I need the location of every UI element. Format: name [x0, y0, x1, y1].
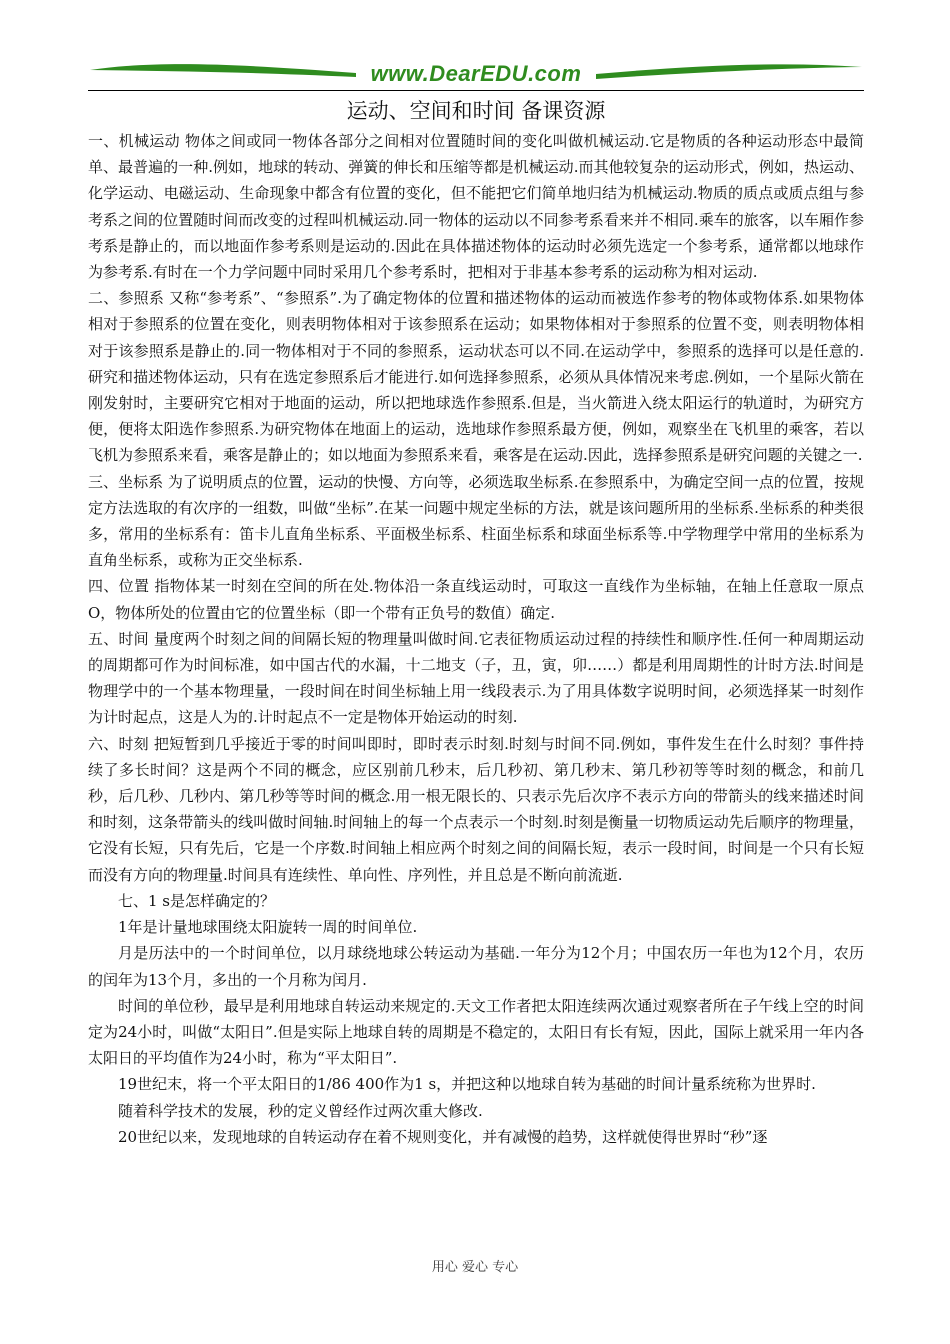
paragraph: 时间的单位秒，最早是利用地球自转运动来规定的.天文工作者把太阳连续两次通过观察者所在子午线上空的时间定为24小时，叫做“太阳日”.但是实际上地球自转的周期是不稳定的，太阳日有长有短，因此，国际上就采用一年内各太阳日的平均值作为24小时，称为“平太阳日”. — [88, 996, 864, 1068]
paragraph: 二、参照系 又称“参考系”、“参照系”.为了确定物体的位置和描述物体的运动而被选作参考的物体或物体系.如果物体相对于参照系的位置在变化，则表明物体相对于该参照系在运动；如果物体相对于参照系的位置不变，则表明物体相对于该参照系是静止的.同一物体相对于不同的参照系，运动状态可以不同.在运动学中，参照系的选择可以是任意的.研究和描述物体运动，只有在选定参照系后才能进行.如何选择参照系，必须从具体情况来考虑.例如，一个星际火箭在刚发射时，主要研究它相对于地面的运动，所以把地球选作参照系.但是，当火箭进入绕太阳运行的轨道时，为研究方便，便将太阳选作参照系.为研究物体在地面上的运动，选地球作参照系最方便，例如，观察坐在飞机里的乘客，若以飞机为参照系来看，乘客是静止的；如以地面为参照系来看，乘客是在运动.因此，选择参照系是研究问题的关键之一. — [88, 289, 864, 465]
paragraph: 四、位置 指物体某一时刻在空间的所在处.物体沿一条直线运动时，可取这一直线作为坐标轴，在轴上任意取一原点O，物体所处的位置由它的位置坐标（即一个带有正负号的数值）确定. — [88, 577, 864, 622]
header-rule — [88, 90, 864, 91]
page-title: 运动、空间和时间 备课资源 — [346, 99, 606, 123]
document-body — [88, 128, 864, 1150]
paragraph: 三、坐标系 为了说明质点的位置，运动的快慢、方向等，必须选取坐标系.在参照系中，为确定空间一点的位置，按规定方法选取的有次序的一组数，叫做“坐标”.在某一问题中规定坐标的方法，就是该问题所用的坐标系.坐标系的种类很多，常用的坐标系有：笛卡儿直角坐标系、平面极坐标系、柱面坐标系和球面坐标系等.中学物理学中常用的坐标系为直角坐标系，或称为正交坐标系. — [88, 472, 864, 570]
paragraph: 一、机械运动 物体之间或同一物体各部分之间相对位置随时间的变化叫做机械运动.它是物质的各种运动形态中最简单、最普遍的一种.例如，地球的转动、弹簧的伸长和压缩等都是机械运动.而其他较复杂的运动形式，例如，热运动、化学运动、电磁运动、生命现象中都含有位置的变化，但不能把它们简单地归结为机械运动.物质的质点或质点组与参考系之间的位置随时间而改变的过程叫机械运动.同一物体的运动以不同参考系看来并不相同.乘车的旅客，以车厢作参考系是静止的，而以地面作参考系则是运动的.因此在具体描述物体的运动时必须先选定一个参考系，通常都以地球作为参考系.有时在一个力学问题中同时采用几个参考系时，把相对于非基本参考系的运动称为相对运动. — [88, 132, 864, 282]
paragraph: 20世纪以来，发现地球的自转运动存在着不规则变化，并有减慢的趋势，这样就使得世界时“秒”逐 — [118, 1127, 768, 1146]
page-footer: 用心 爱心 专心 — [431, 1260, 519, 1275]
paragraph: 月是历法中的一个时间单位，以月球绕地球公转运动为基础.一年分为12个月；中国农历一年也为12个月，农历的闰年为13个月，多出的一个月称为闰月. — [88, 944, 864, 989]
paragraph: 1年是计量地球围绕太阳旋转一周的时间单位. — [118, 918, 418, 937]
paragraph: 19世纪末，将一个平太阳日的1/86 400作为1 s，并把这种以地球自转为基础的时间计量系统称为世界时. — [118, 1075, 816, 1094]
paragraph: 随着科学技术的发展，秒的定义曾经作过两次重大修改. — [118, 1101, 483, 1120]
section-heading: 七、1 s是怎样确定的？ — [118, 891, 276, 910]
paragraph: 六、时刻 把短暂到几乎接近于零的时间叫即时，即时表示时刻.时刻与时间不同.例如，事件发生在什么时刻？事件持续了多长时间？这是两个不同的概念，应区别前几秒末，后几秒初、第几秒末、第几秒初等等时刻的概念，和前几秒，后几秒、几秒内、第几秒等等时间的概念.用一根无限长的、只表示先后次序不表示方向的带箭头的线来描述时间和时刻，这条带箭头的线叫做时间轴.时间轴上的每一个点表示一个时刻.时刻是衡量一切物质运动先后顺序的物理量，它没有长短，只有先后，它是一个序数.时间轴上相应两个时刻之间的间隔长短，表示一段时间，时间是一个只有长短而没有方向的物理量.时间具有连续性、单向性、序列性，并且总是不断向前流逝. — [88, 734, 864, 884]
site-header — [88, 58, 864, 98]
paragraph: 五、时间 量度两个时刻之间的间隔长短的物理量叫做时间.它表征物质运动过程的持续性和顺序性.任何一种周期运动的周期都可作为时间标准，如中国古代的水漏，十二地支（子，丑，寅，卯……）都是利用周期性的计时方法.时间是物理学中的一个基本物理量，一段时间在时间坐标轴上用一线段表示.为了用具体数字说明时间，必须选择某一时刻作为计时起点，这是人为的.计时起点不一定是物体开始运动的时刻. — [88, 629, 864, 727]
site-logo-text[interactable]: www.DearEDU.com — [370, 61, 582, 86]
